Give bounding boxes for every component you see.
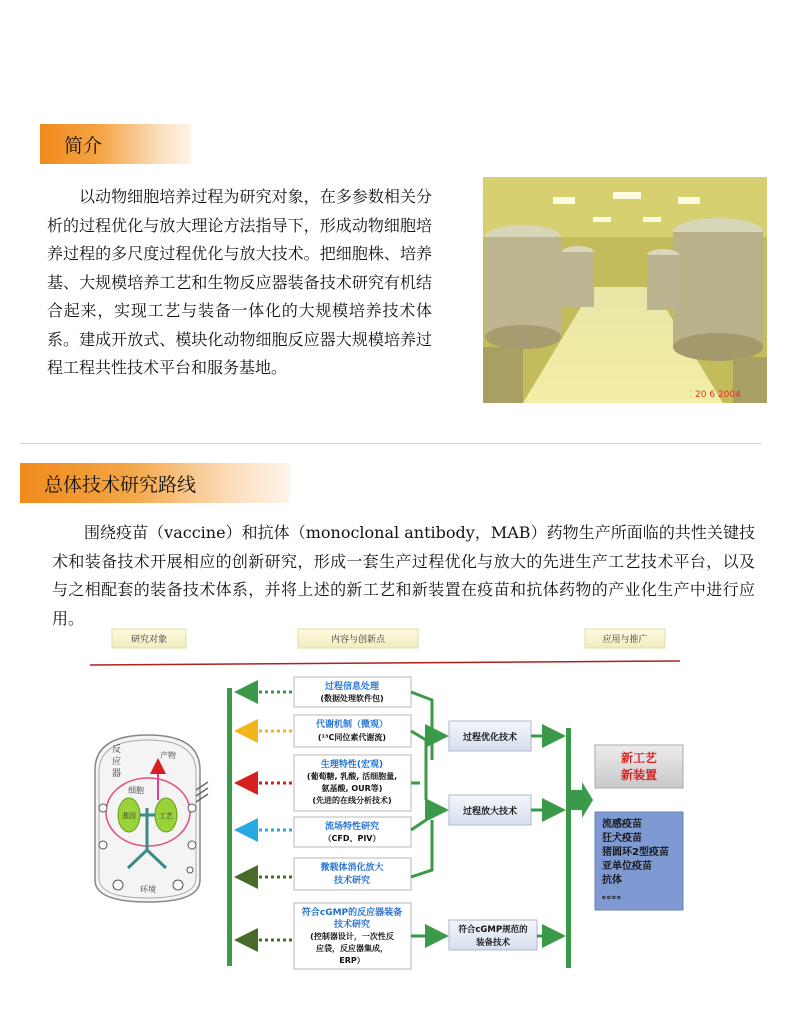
svg-text:技术研究: 技术研究 [333, 920, 371, 930]
svg-text:代谢机制（微观）: 代谢机制（微观） [315, 720, 389, 730]
header-research-object: 研究对象 [130, 635, 168, 645]
product-label: 产物 [160, 751, 176, 760]
content-box-microcarrier [294, 858, 411, 890]
svg-text:器: 器 [112, 769, 122, 779]
content-box-metabolism [294, 715, 411, 747]
reactor-illustration [95, 735, 208, 902]
header-content-innovation: 内容与创新点 [330, 635, 386, 645]
tech-process-scaleup: 过程放大技术 [462, 807, 518, 817]
svg-text:(葡萄糖, 乳酸, 活细胞量,: (葡萄糖, 乳酸, 活细胞量, [306, 772, 398, 781]
svg-text:生理特性(宏观): 生理特性(宏观) [320, 760, 384, 770]
env-label: 环境 [140, 885, 156, 894]
svg-text:(先进的在线分析技术): (先进的在线分析技术) [312, 796, 392, 805]
tech-cgmp-2: 装备技术 [475, 938, 511, 948]
svg-text:氨基酸, OUR等): 氨基酸, OUR等) [321, 784, 383, 793]
svg-text:应: 应 [112, 757, 122, 767]
section-divider [20, 443, 762, 444]
content-box-process-info [294, 677, 411, 707]
reactor-label-1: 反 [112, 745, 122, 755]
svg-text:技术研究: 技术研究 [333, 876, 371, 886]
svg-text:流场特性研究: 流场特性研究 [324, 822, 380, 832]
product-2: 狂犬疫苗 [602, 833, 642, 844]
product-4: 亚单位疫苗 [602, 861, 652, 872]
content-box-cgmp-equipment [294, 903, 411, 969]
tech-cgmp-1: 符合cGMP规范的 [458, 925, 528, 935]
svg-text:ERP）: ERP） [339, 956, 365, 965]
product-1: 流感疫苗 [602, 819, 642, 830]
svg-text:(数据处理软件包): (数据处理软件包) [320, 694, 384, 703]
cell-label: 细胞 [128, 786, 144, 795]
process-label: 工艺 [159, 812, 173, 820]
roadmap-title: 总体技术研究路线 [44, 473, 197, 496]
product-6: 。。。。 [602, 890, 627, 901]
outcome-new-process: 新工艺 [620, 751, 658, 765]
outcome-new-device: 新装置 [620, 768, 658, 782]
content-box-physiology [294, 755, 411, 811]
product-5: 抗体 [602, 875, 622, 886]
svg-text:微载体消化放大: 微载体消化放大 [320, 863, 384, 873]
tech-process-optimization: 过程优化技术 [462, 733, 518, 743]
svg-text:(¹³C同位素代谢流): (¹³C同位素代谢流) [317, 733, 387, 742]
photo-date-stamp: 20 6 2004 [695, 390, 741, 400]
product-3: 猪圆环2型疫苗 [602, 847, 669, 858]
svg-text:（CFD、PIV）: （CFD、PIV） [323, 834, 381, 843]
roadmap-paragraph: 围绕疫苗（vaccine）和抗体（monoclonal antibody，MAB）药物生产所面临的共性关键技术和装备技术开展相应的创新研究，形成一套生产过程优化与放大的先进生产工艺技术平台，以及与之相配套的装备技术体系，并将上述的新工艺和新装置在疫苗和抗体药物的产业化生产中进行应用。 [52, 523, 755, 628]
intro-title: 简介 [64, 134, 103, 157]
roadmap-heading [20, 463, 290, 503]
intro-heading [40, 124, 191, 164]
svg-text:符合cGMP的反应器装备: 符合cGMP的反应器装备 [301, 908, 403, 918]
svg-text:过程信息处理: 过程信息处理 [324, 682, 380, 692]
bioreactor-hall-photo [483, 177, 767, 403]
svg-text:(控制器设计，一次性反: (控制器设计，一次性反 [310, 932, 394, 941]
svg-text:应袋，反应器集成，: 应袋，反应器集成， [316, 944, 388, 953]
intro-paragraph: 以动物细胞培养过程为研究对象，在多参数相关分析的过程优化与放大理论方法指导下，形成动物细胞培养过程的多尺度过程优化与放大技术。把细胞株、培养基、大规模培养工艺和生物反应器装备技术研究有机结合起来，实现工艺与装备一体化的大规模培养技术体系。建成开放式、模块化动物细胞反应器大规模培养过程工程共性技术平台和服务基地。 [47, 187, 432, 377]
header-application: 应用与推广 [602, 635, 648, 645]
tech-roadmap-diagram [0, 625, 805, 1024]
gene-label: 基因 [122, 812, 136, 820]
content-box-flow-field [294, 817, 411, 847]
